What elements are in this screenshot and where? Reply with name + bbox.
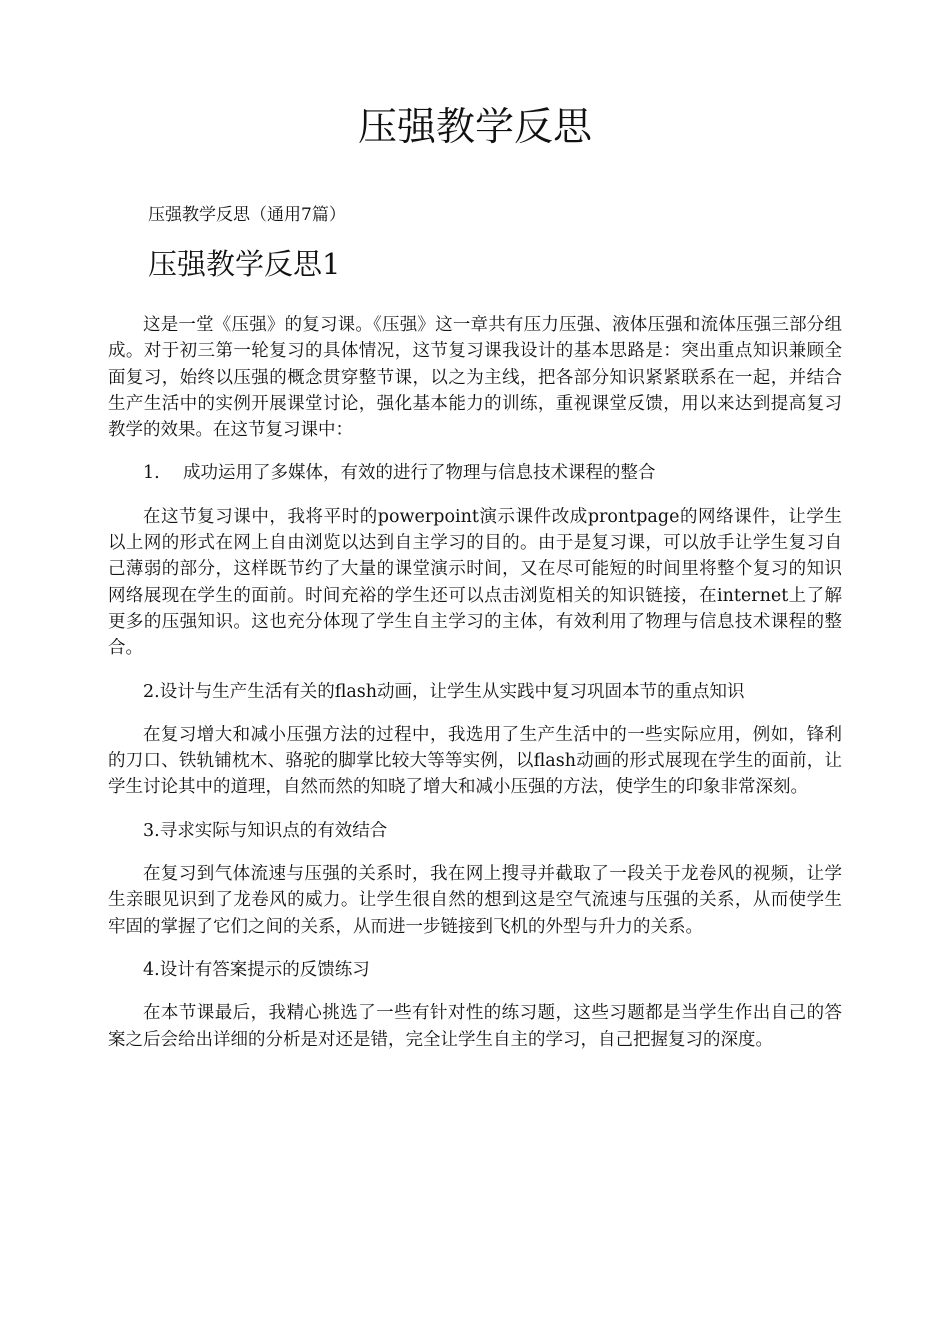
body-paragraph: 这是一堂《压强》的复习课。《压强》这一章共有压力压强、液体压强和流体压强三部分组成。对于初三第一轮复习的具体情况，这节复习课我设计的基本思路是：突出重点知识兼顾全面复习，始终以压强的概念贯穿整节课，以之为主线，把各部分知识紧紧联系在一起，并结合生产生活中的实例开展课堂讨论，强化基本能力的训练，重视课堂反馈，用以来达到提高复习教学的效果。在这节复习课中：	[108, 315, 842, 441]
numbered-item: 2.设计与生产生活有关的flash动画，让学生从实践中复习巩固本节的重点知识	[143, 681, 745, 702]
document-subtitle: 压强教学反思（通用7篇）	[148, 205, 346, 225]
numbered-item	[108, 460, 842, 486]
item-text: 成功运用了多媒体，有效的进行了物理与信息技术课程的整合	[183, 463, 656, 484]
document-title: 压强教学反思	[357, 105, 592, 150]
document-body	[108, 312, 842, 1070]
body-paragraph: 在复习增大和减小压强方法的过程中，我选用了生产生活中的一些实际应用，例如，锋利的刀口、铁轨铺枕木、骆驼的脚掌比较大等等实例，以flash动画的形式展现在学生的面前，让学生讨论其中的道理，自然而然的知晓了增大和减小压强的方法，使学生的印象非常深刻。	[108, 724, 842, 798]
body-paragraph: 在本节课最后，我精心挑选了一些有针对性的练习题，这些习题都是当学生作出自己的答案之后会给出详细的分析是对还是错，完全让学生自主的学习，自己把握复习的深度。	[108, 1003, 842, 1050]
section-heading: 压强教学反思1	[148, 247, 341, 281]
body-paragraph: 在复习到气体流速与压强的关系时，我在网上搜寻并截取了一段关于龙卷风的视频，让学生亲眼见识到了龙卷风的威力。让学生很自然的想到这是空气流速与压强的关系，从而使学生牢固的掌握了它们之间的关系，从而进一步链接到飞机的外型与升力的关系。	[108, 864, 842, 937]
numbered-item: 3.寻求实际与知识点的有效结合	[143, 820, 388, 841]
body-paragraph: 在这节复习课中，我将平时的powerpoint演示课件改成prontpage的网络课件，让学生以上网的形式在网上自由浏览以达到自主学习的目的。由于是复习课，可以放手让学生复习自己薄弱的部分，这样既节约了大量的课堂演示时间，又在尽可能短的时间里将整个复习的知识网络展现在学生的面前。时间充裕的学生还可以点击浏览相关的知识链接，在internet上了解更多的压强知识。这也充分体现了学生自主学习的主体，有效利用了物理与信息技术课程的整合。	[108, 506, 842, 659]
numbered-item: 4.设计有答案提示的反馈练习	[143, 959, 370, 980]
item-number: 1.	[143, 463, 160, 484]
